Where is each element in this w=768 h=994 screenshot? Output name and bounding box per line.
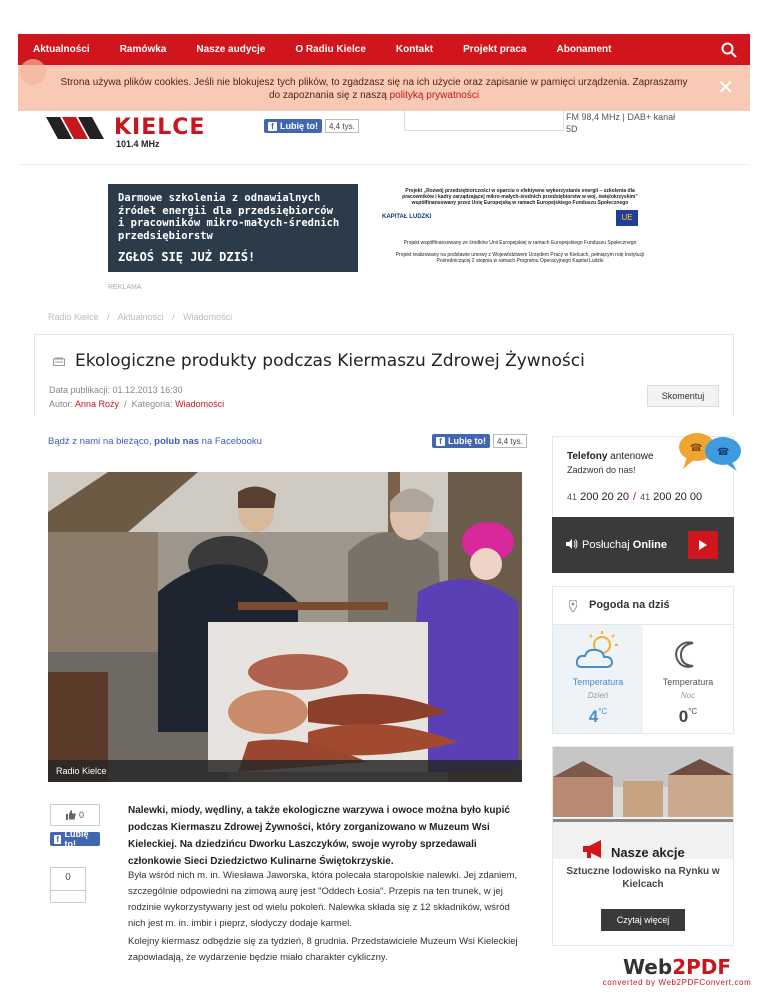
weather-night (643, 625, 733, 733)
weather-day (553, 625, 643, 733)
svg-text:☎: ☎ (690, 443, 703, 454)
banner-left (108, 184, 358, 272)
moon-icon (673, 639, 703, 669)
banner-headline-line: źródeł energii dla przedsiębiorców (118, 204, 333, 217)
nav-item-o-radiu[interactable]: O Radiu Kielce (295, 44, 366, 55)
web2pdf-text: converted by Web2PDFConvert.com (602, 978, 752, 987)
night-temperature-label: Temperatura (662, 677, 714, 687)
phones-widget (552, 436, 734, 516)
weather-header (553, 587, 733, 625)
breadcrumb-radio-kielce[interactable]: Radio Kielce (48, 312, 99, 322)
fb-like-button[interactable]: f Lubię to! (432, 434, 490, 448)
photo-caption: Radio Kielce (48, 760, 522, 782)
search-icon (721, 42, 737, 58)
phone-number-2[interactable]: 200 20 00 (653, 491, 703, 503)
breadcrumb-separator: / (107, 312, 110, 322)
banner-right (360, 184, 656, 272)
location-pin-icon (569, 600, 577, 612)
article-paragraph: Była wśród nich m. in. Wiesława Jaworska, która polecała staropolskie nalewki. Jej zdaniem, szczególnie odpowiedni na zimową aurę jest "Oddech Łosia". Przepis na ten trunek, w jej rodzinie wykorzystywany jest od wielu pokoleń. Nalewka składa się z 12 składników, wśród nich jest m. in. imbir i pieprz, słodyczy dodaje karmel. (128, 870, 518, 929)
article-fb-like (432, 434, 527, 448)
cookie-icon (20, 59, 46, 85)
facebook-icon: f (436, 437, 445, 446)
facebook-promo: Bądź z nami na bieżąco, polub nas na Facebooku (48, 436, 262, 447)
article-header (34, 334, 734, 416)
article-social (50, 804, 100, 903)
cookie-text: Strona używa plików cookies. Jeśli nie blokujesz tych plików, to zgadzasz się na ich użycie oraz zapisanie w pamięci urządzenia. Zapraszamy do zapoznania się z naszą (60, 77, 688, 101)
article-meta: Autor: Anna Roży / Kategoria: Wiadomości (49, 399, 225, 409)
page-title: Ekologiczne produkty podczas Kiermaszu Zdrowej Żywności (75, 351, 585, 371)
fb-like-button[interactable]: f Lubię to! (50, 832, 100, 846)
nav-item-abonament[interactable]: Abonament (556, 44, 612, 55)
logo-mark-icon (46, 117, 110, 139)
banner-cofinance-text: Projekt współfinansowany ze środków Unii Europejskiej w ramach Europejskiego Funduszu Społecznego (403, 240, 637, 246)
banner-cta: ZGŁOŚ SIĘ JUŻ DZIŚ! (118, 250, 256, 264)
breadcrumb-aktualnosci[interactable]: Aktualności (117, 312, 164, 322)
read-more-button[interactable]: Czytaj więcej (601, 909, 685, 931)
day-label: Dzień (587, 691, 609, 700)
comment-count: 0 (65, 871, 71, 883)
web2pdf-logo: Web2PDF (622, 955, 732, 979)
fb-like-count: 4,4 tys. (493, 434, 527, 448)
nav-item-ramowka[interactable]: Ramówka (119, 44, 167, 55)
logo-frequency: 101.4 MHz (116, 139, 160, 149)
facebook-icon: f (268, 122, 277, 131)
cookie-bar (18, 65, 750, 111)
our-actions-title: Nasze akcje (611, 845, 685, 860)
speaker-icon (566, 539, 578, 549)
nav-item-projekt-praca[interactable]: Projekt praca (463, 44, 527, 55)
weather-title: Pogoda na dziś (589, 599, 670, 611)
phones-title: Telefony antenowe (567, 451, 654, 462)
web2pdf-watermark[interactable] (602, 956, 752, 994)
thumbs-up-icon (66, 810, 76, 820)
header-fb-like (264, 119, 359, 133)
kapital-ludzki-logo: KAPITAŁ LUDZKI (382, 214, 432, 220)
action-description[interactable]: Sztuczne lodowisko na Rynku w Kielcach (566, 866, 720, 890)
eu-flag-icon: UE (616, 210, 638, 226)
category-link[interactable]: Wiadomości (175, 399, 225, 409)
svg-text:☎: ☎ (717, 447, 730, 458)
ad-banner[interactable] (108, 184, 656, 272)
fb-like-button[interactable]: f Lubię to! (264, 119, 322, 133)
day-temperature: $4^{^\circ C}$ (588, 707, 608, 726)
facebook-promo-link[interactable]: polub nas (154, 436, 200, 447)
comment-button[interactable]: Skomentuj (647, 385, 719, 407)
action-image[interactable] (553, 747, 733, 859)
article-lead: Nalewki, miody, wędliny, a także ekologiczne warzywa i owoce można było kupić podczas Kiermaszu Zdrowej Żywności, który zorganizowano w Muzeum Wsi Kieleckiej. Na dziedzińcu Dworku Laszczyków, swoje wyroby sprzedawali członkowie Sieci Dziedzictwo Kulinarne Świętokrzyskie. (128, 805, 510, 867)
nav-item-nasze-audycje[interactable]: Nasze audycje (196, 44, 266, 55)
night-temperature: $0^{^\circ C}$ (678, 707, 698, 726)
market-stall-photo (48, 472, 522, 782)
listen-online-label: Posłuchaj Online (566, 539, 667, 551)
top-navigation (18, 34, 750, 65)
banner-headline-line: przedsiębiorstw (118, 229, 213, 242)
ad-label: REKLAMA (108, 284, 142, 291)
breadcrumb-wiadomosci[interactable]: Wiadomości (183, 312, 233, 322)
night-label: Noc (680, 691, 696, 700)
phones-subtitle: Zadzwoń do nas! (567, 465, 636, 475)
breadcrumb (48, 312, 238, 322)
megaphone-icon (581, 839, 605, 859)
article-paragraph: Kolejny kiermasz odbędzie się za tydzień, 8 grudnia. Przedstawiciele Muzeum Wsi Kieleckiej zapowiadają, że wydarzenie będzie miało charakter cykliczny. (128, 936, 518, 963)
article-photo[interactable] (48, 472, 522, 782)
speech-bubbles-icon (675, 427, 745, 471)
partly-cloudy-icon (576, 631, 620, 671)
listen-online-widget[interactable] (552, 517, 734, 573)
author-link[interactable]: Anna Roży (75, 399, 120, 409)
breadcrumb-separator: / (172, 312, 175, 322)
banner-contract-text: Projekt realizowany na podstawie umowy z Województwem Urzędem Pracy w Kielcach, pełniącym rolę Instytucji Pośredniczącej 2 stopnia w ramach Programu Operacyjnego Kapitał Ludzki (395, 252, 645, 264)
ice-rink-photo (553, 747, 733, 859)
weather-widget (552, 586, 734, 734)
banner-project-text: Projekt „Rozwój przedsiębiorczości w oparciu o efektywne wykorzystanie energii – szkolenia dla pracowników i kadry zarządzającej mikro-małych-średnich przedsiębiorstw w woj. świętokrzyskim” współfinansowany przez Unię Europejską w ramach Europejskiego Funduszu Społecznego (402, 188, 638, 206)
play-button[interactable] (688, 531, 718, 559)
phone-number-1[interactable]: 200 20 20 (580, 491, 630, 503)
logo-name: KIELCE (114, 115, 206, 140)
day-temperature-label: Temperatura (572, 677, 624, 687)
banner-headline-line: i pracowników mikro-małych-średnich (118, 217, 340, 229)
thumbs-up-button[interactable] (50, 804, 100, 826)
frequency-info: FM 98,4 MHz | DAB+ kanał 5D (566, 112, 676, 134)
comment-count-box[interactable] (50, 867, 86, 903)
nav-item-aktualnosci[interactable]: Aktualności (33, 44, 90, 55)
header-box (404, 111, 564, 131)
publication-date: Data publikacji: 01.12.2013 16:30 (49, 385, 183, 395)
fb-like-count: 4,4 tys. (325, 119, 359, 133)
banner-headline (118, 192, 339, 242)
close-icon[interactable]: ✕ (717, 77, 734, 99)
facebook-icon: f (54, 835, 61, 844)
phone-numbers: 41 200 20 20 / 41 200 20 00 (567, 491, 703, 503)
news-icon (53, 357, 65, 366)
search-button[interactable] (708, 34, 750, 65)
banner-headline-line: Darmowe szkolenia z odnawialnych (118, 192, 321, 204)
site-header (18, 111, 750, 165)
radio-kielce-logo[interactable] (46, 115, 206, 149)
privacy-policy-link[interactable]: polityką prywatności (389, 90, 480, 101)
nav-item-kontakt[interactable]: Kontakt (395, 44, 434, 55)
play-icon (699, 540, 707, 550)
our-actions-widget (552, 746, 734, 946)
thumbs-up-count: 0 (78, 810, 84, 820)
